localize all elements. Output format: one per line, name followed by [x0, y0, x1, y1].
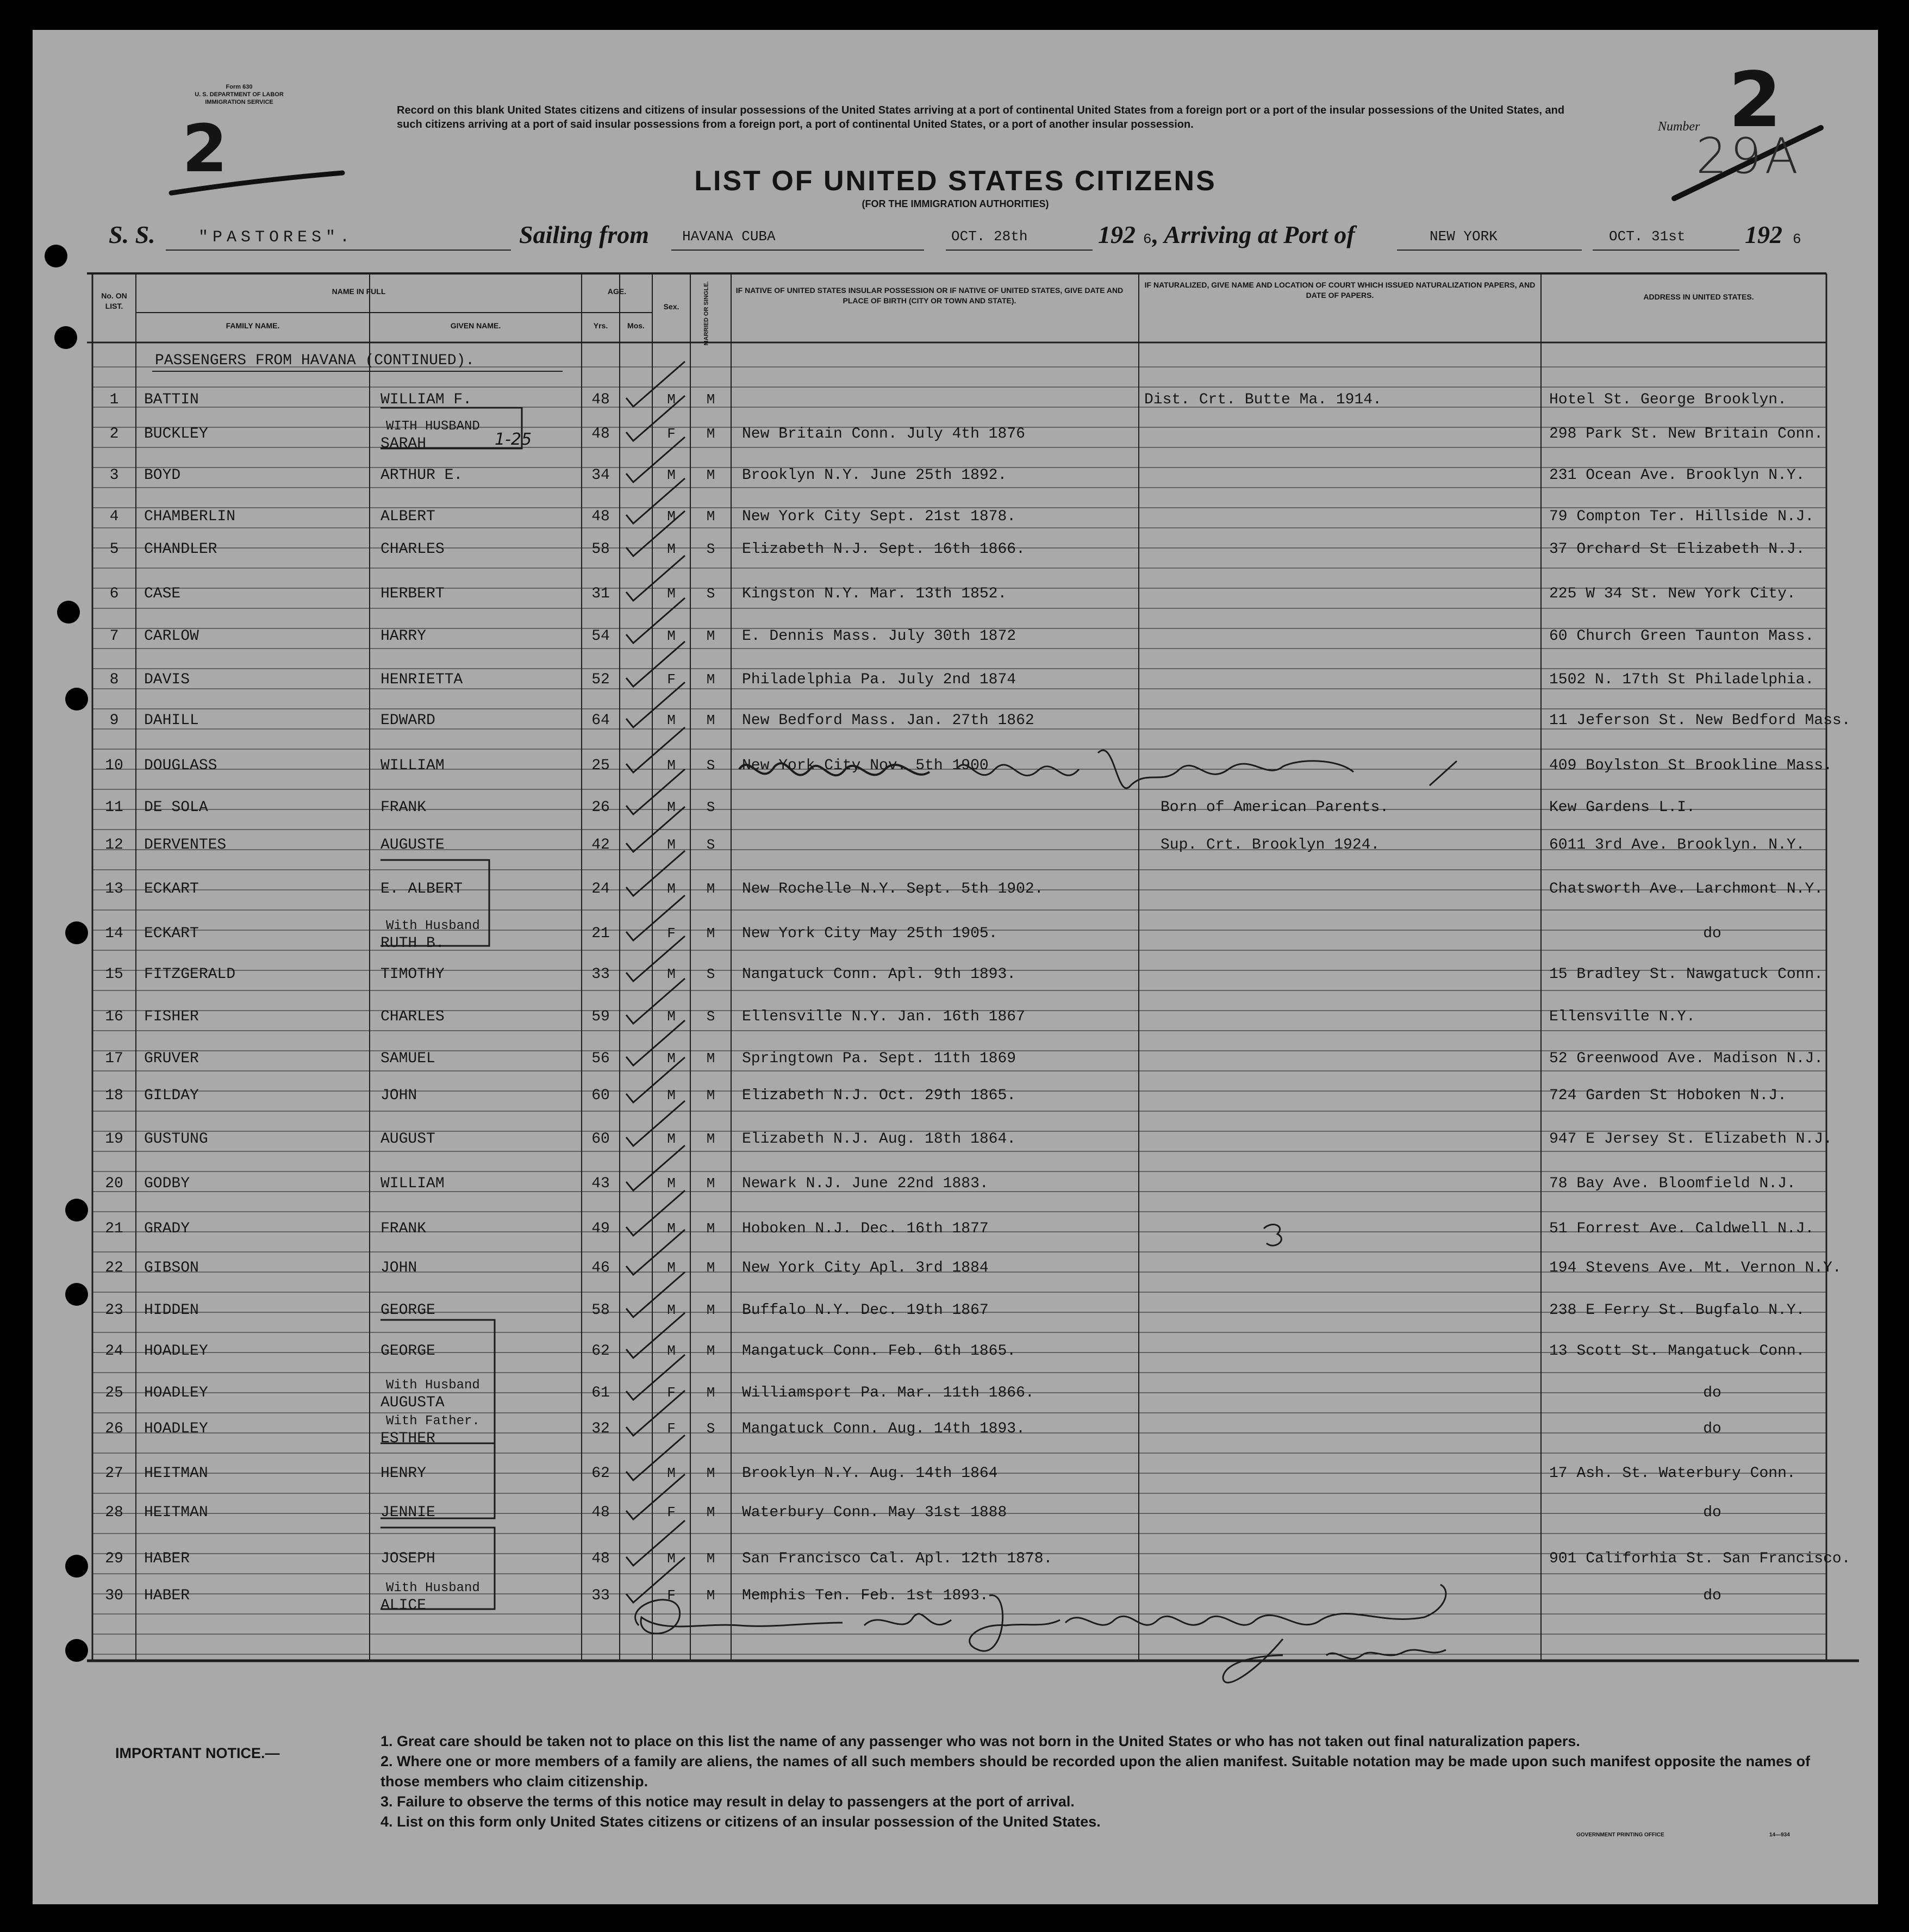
- row-marital-cell: M: [706, 881, 715, 897]
- row-no-cell: 11: [105, 799, 123, 816]
- row-addr-cell: 724 Garden St Hoboken N.J.: [1549, 1087, 1787, 1104]
- row-sex-cell: M: [667, 1260, 676, 1276]
- row-sex-cell: F: [667, 671, 676, 688]
- row-age-cell: 48: [591, 1504, 610, 1521]
- row-family-cell: DAVIS: [144, 671, 190, 688]
- row-age-cell: 42: [591, 837, 610, 853]
- row-family-cell: HEITMAN: [144, 1465, 208, 1482]
- row-age-cell: 48: [591, 391, 610, 408]
- row-sex-cell: M: [667, 881, 676, 897]
- row-given-cell: GEORGE: [380, 1302, 435, 1319]
- notice-item: 2. Where one or more members of a family are aliens, the names of all such members should be recorded upon the alien manifest. Suitable notation may be made upon such manifest opposite the names of those members who claim citizenship.: [380, 1753, 1811, 1790]
- row-age-cell: 59: [591, 1008, 610, 1025]
- sailing-date: OCT. 28th: [951, 228, 1028, 245]
- row-family-cell: DAHILL: [144, 712, 199, 729]
- row-addr-cell: 37 Orchard St Elizabeth N.J.: [1549, 541, 1805, 558]
- row-given-cell: AUGUST: [380, 1131, 435, 1148]
- row-given-cell: AUGUSTE: [380, 837, 445, 853]
- row-sex-cell: M: [667, 1465, 676, 1481]
- row-addr-cell: do: [1703, 1385, 1721, 1401]
- row-marital-cell: M: [706, 628, 715, 644]
- row-no-cell: 30: [105, 1587, 123, 1604]
- number-value: 2: [1729, 56, 1782, 145]
- row-addr-cell: 238 E Ferry St. Bugfalo N.Y.: [1549, 1302, 1805, 1319]
- row-addr-cell: do: [1703, 1504, 1721, 1521]
- row-age-cell: 24: [591, 881, 610, 898]
- row-age-cell: 46: [591, 1260, 610, 1276]
- row-addr-cell: 51 Forrest Ave. Caldwell N.J.: [1549, 1220, 1814, 1237]
- col-header-sex: Sex.: [663, 302, 679, 311]
- row-age-cell: 56: [591, 1050, 610, 1067]
- row-sex-cell: M: [667, 1087, 676, 1104]
- col-header-given: GIVEN NAME.: [450, 321, 501, 330]
- row-no-cell: 28: [105, 1504, 123, 1521]
- row-given-cell: JOHN: [380, 1087, 417, 1104]
- row-addr-cell: 52 Greenwood Ave. Madison N.J.: [1549, 1050, 1824, 1067]
- row-no-cell: 8: [109, 671, 119, 688]
- row-given-cell: GEORGE: [380, 1343, 435, 1360]
- row-no-cell: 9: [109, 712, 119, 729]
- row-given-cell: HENRY: [380, 1465, 427, 1482]
- row-no-cell: 10: [105, 757, 123, 774]
- col-header-age: AGE.: [607, 287, 627, 296]
- row-family-cell: BATTIN: [144, 391, 199, 408]
- form-preamble: Record on this blank United States citizens and citizens of insular possessions of the United States arriving at a port of continental United States from a foreign port or a port of the insular possessions of the United States, and such citizens arriving at a port of said insular possessions from a foreign port, a port of continental United States, or a port of another insular possession.: [397, 104, 1565, 130]
- row-family-cell: CASE: [144, 585, 181, 602]
- row-sex-cell: F: [667, 1420, 676, 1437]
- row-addr-cell: do: [1703, 1587, 1721, 1604]
- row-marital-cell: S: [706, 837, 715, 853]
- row-birth-cell: Newark N.J. June 22nd 1883.: [742, 1175, 989, 1192]
- row-marital-cell: M: [706, 1587, 715, 1604]
- row-addr-cell: 6011 3rd Ave. Brooklyn. N.Y.: [1549, 837, 1805, 853]
- row-birth-cell: Memphis Ten. Feb. 1st 1893.: [742, 1587, 989, 1604]
- notice-heading: IMPORTANT NOTICE.—: [115, 1745, 280, 1761]
- row-marital-cell: S: [706, 1420, 715, 1437]
- col-header-address: ADDRESS IN UNITED STATES.: [1643, 292, 1754, 301]
- row-birth-cell: Williamsport Pa. Mar. 11th 1866.: [742, 1385, 1034, 1401]
- row-no-cell: 20: [105, 1175, 123, 1192]
- row-sex-cell: M: [667, 1220, 676, 1237]
- row-age-cell: 58: [591, 541, 610, 558]
- row-age-cell: 52: [591, 671, 610, 688]
- row-no-cell: 18: [105, 1087, 123, 1104]
- row-age-cell: 58: [591, 1302, 610, 1319]
- row-birth-cell: Brooklyn N.Y. June 25th 1892.: [742, 467, 1007, 484]
- row-marital-cell: M: [706, 671, 715, 688]
- row-no-cell: 21: [105, 1220, 123, 1237]
- row-age-cell: 62: [591, 1343, 610, 1360]
- row-birth-cell: Kingston N.Y. Mar. 13th 1852.: [742, 585, 1007, 602]
- row-given-cell: TIMOTHY: [380, 966, 445, 983]
- row-note: With Husband: [386, 919, 480, 933]
- col-header-family: FAMILY NAME.: [226, 321, 280, 330]
- row-no-cell: 16: [105, 1008, 123, 1025]
- row-sex-cell: M: [667, 467, 676, 483]
- row-birth-cell: Nangatuck Conn. Apl. 9th 1893.: [742, 966, 1016, 983]
- page-title: LIST OF UNITED STATES CITIZENS: [694, 165, 1216, 197]
- row-addr-cell: do: [1703, 1420, 1721, 1437]
- row-no-cell: 29: [105, 1550, 123, 1567]
- row-marital-cell: M: [706, 925, 715, 942]
- row-addr-cell: 15 Bradley St. Nawgatuck Conn.: [1549, 966, 1824, 983]
- row-marital-cell: M: [706, 1050, 715, 1067]
- row-marital-cell: M: [706, 426, 715, 442]
- row-note: With Husband: [386, 1378, 480, 1393]
- manifest-sheet: [33, 30, 1878, 1904]
- row-family-cell: FITZGERALD: [144, 966, 236, 983]
- row-family-cell: GIBSON: [144, 1260, 199, 1276]
- row-marital-cell: S: [706, 541, 715, 557]
- arrival-port: NEW YORK: [1430, 228, 1498, 245]
- row-age-cell: 33: [591, 966, 610, 983]
- sail-year: 6: [1143, 231, 1152, 247]
- sailing-label: Sailing from: [519, 221, 650, 248]
- row-sex-cell: M: [667, 712, 676, 728]
- row-marital-cell: M: [706, 467, 715, 483]
- row-marital-cell: M: [706, 391, 715, 408]
- section-header: PASSENGERS FROM HAVANA (CONTINUED).: [155, 352, 475, 369]
- row-family-cell: DE SOLA: [144, 799, 208, 816]
- row-addr-cell: 1502 N. 17th St Philadelphia.: [1549, 671, 1814, 688]
- row-addr-cell: 60 Church Green Taunton Mass.: [1549, 628, 1814, 645]
- col-header-yrs: Yrs.: [593, 321, 608, 330]
- row-marital-cell: S: [706, 799, 715, 815]
- row-family-cell: DOUGLASS: [144, 757, 217, 774]
- row-sex-cell: F: [667, 1587, 676, 1604]
- row-addr-cell: Ellensville N.Y.: [1549, 1008, 1695, 1025]
- row-addr-cell: 194 Stevens Ave. Mt. Vernon N.Y.: [1549, 1260, 1842, 1276]
- row-given-cell: ARTHUR E.: [380, 467, 463, 484]
- row-sex-cell: M: [667, 966, 676, 982]
- row-birth-cell: Waterbury Conn. May 31st 1888: [742, 1504, 1007, 1521]
- row-family-cell: HIDDEN: [144, 1302, 199, 1319]
- row-no-cell: 15: [105, 966, 123, 983]
- row-no-cell: 26: [105, 1420, 123, 1437]
- form-identification: Form 630 U. S. DEPARTMENT OF LABOR IMMIGRATION SERVICE: [195, 84, 284, 105]
- row-sex-cell: M: [667, 1302, 676, 1318]
- row-family-cell: BOYD: [144, 467, 181, 484]
- sail-year-prefix: 192: [1098, 221, 1136, 248]
- row-sex-cell: M: [667, 1550, 676, 1567]
- row-given-cell: HENRIETTA: [380, 671, 463, 688]
- row-sex-cell: F: [667, 1504, 676, 1520]
- row-sex-cell: M: [667, 541, 676, 557]
- row-sex-cell: M: [667, 757, 676, 774]
- row-family-cell: HEITMAN: [144, 1504, 208, 1521]
- row-given-cell: HERBERT: [380, 585, 445, 602]
- row-given-cell: ALICE: [380, 1597, 427, 1614]
- row-family-cell: HABER: [144, 1550, 190, 1567]
- row-family-cell: HOADLEY: [144, 1343, 208, 1360]
- sailing-from: HAVANA CUBA: [682, 228, 776, 245]
- row-given-cell: WILLIAM: [380, 757, 445, 774]
- row-addr-cell: Hotel St. George Brooklyn.: [1549, 391, 1787, 408]
- row-no-cell: 6: [109, 585, 119, 602]
- row-age-cell: 49: [591, 1220, 610, 1237]
- row-no-cell: 25: [105, 1385, 123, 1401]
- row-addr-cell: 231 Ocean Ave. Brooklyn N.Y.: [1549, 467, 1805, 484]
- col-header-married: MARRIED OR SINGLE.: [703, 281, 710, 346]
- row-sex-cell: M: [667, 391, 676, 408]
- row-note: With Husband: [386, 1581, 480, 1596]
- row-birth-cell: New York City Sept. 21st 1878.: [742, 508, 1016, 525]
- row-no-cell: 2: [109, 426, 119, 443]
- row-given-cell: WILLIAM: [380, 1175, 445, 1192]
- row-note: WITH HUSBAND: [386, 419, 480, 434]
- row-given-cell: SARAH: [380, 435, 427, 452]
- row-addr-cell: Kew Gardens L.I.: [1549, 799, 1695, 816]
- row-no-cell: 1: [109, 391, 119, 408]
- row-family-cell: BUCKLEY: [144, 426, 208, 443]
- row-age-cell: 64: [591, 712, 610, 729]
- row-birth-cell: New Britain Conn. July 4th 1876: [742, 426, 1025, 443]
- row-marital-cell: M: [706, 1343, 715, 1359]
- row-no-cell: 19: [105, 1131, 123, 1148]
- row-marital-cell: S: [706, 757, 715, 774]
- row-marital-cell: M: [706, 712, 715, 728]
- arrival-date: OCT. 31st: [1609, 228, 1686, 245]
- row-marital-cell: M: [706, 1550, 715, 1567]
- row-given-cell: ALBERT: [380, 508, 435, 525]
- row-age-cell: 48: [591, 1550, 610, 1567]
- arrival-year-prefix: 192: [1745, 221, 1782, 248]
- col-header-name-in-full: NAME IN FULL: [332, 287, 386, 296]
- row-family-cell: GUSTUNG: [144, 1131, 208, 1148]
- row-birth-cell: Buffalo N.Y. Dec. 19th 1867: [742, 1302, 989, 1319]
- col-header-birth: IF NATIVE OF UNITED STATES INSULAR POSSESSION OR IF NATIVE OF UNITED STATES, GIVE DATE AND PLACE OF BIRTH (CITY OR TOWN AND STATE).: [735, 286, 1124, 305]
- row-given-cell: FRANK: [380, 1220, 427, 1237]
- row-addr-cell: do: [1703, 925, 1721, 942]
- row-birth-cell: Mangatuck Conn. Aug. 14th 1893.: [742, 1420, 1025, 1437]
- row-marital-cell: M: [706, 1504, 715, 1520]
- row-sex-cell: M: [667, 508, 676, 525]
- row-family-cell: CHAMBERLIN: [144, 508, 236, 525]
- row-family-cell: GODBY: [144, 1175, 190, 1192]
- row-no-cell: 17: [105, 1050, 123, 1067]
- row-sex-cell: M: [667, 628, 676, 644]
- row-family-cell: GRADY: [144, 1220, 190, 1237]
- notice-item: 3. Failure to observe the terms of this notice may result in delay to passengers at the port of arrival.: [380, 1793, 1075, 1810]
- row-birth-cell: Hoboken N.J. Dec. 16th 1877: [742, 1220, 989, 1237]
- row-birth-cell: New York City Nov. 5th 1900: [742, 757, 989, 774]
- row-addr-cell: 947 E Jersey St. Elizabeth N.J.: [1549, 1131, 1832, 1148]
- row-birth-cell: New Bedford Mass. Jan. 27th 1862: [742, 712, 1034, 729]
- row-marital-cell: S: [706, 966, 715, 982]
- row-age-cell: 60: [591, 1087, 610, 1104]
- row-marital-cell: S: [706, 585, 715, 602]
- row-sex-cell: F: [667, 1385, 676, 1401]
- row-family-cell: CHANDLER: [144, 541, 217, 558]
- row-birth-cell: Ellensville N.Y. Jan. 16th 1867: [742, 1008, 1025, 1025]
- row-family-cell: GRUVER: [144, 1050, 199, 1067]
- stamp-number: 29A: [1696, 128, 1802, 185]
- row-marital-cell: M: [706, 1465, 715, 1481]
- row-sex-cell: F: [667, 925, 676, 942]
- row-given-cell: ESTHER: [380, 1430, 435, 1447]
- row-marital-cell: M: [706, 1260, 715, 1276]
- arriving-label: , Arriving at Port of: [1152, 221, 1355, 248]
- handwritten-note: 1-25: [495, 430, 532, 449]
- row-birth-cell: Philadelphia Pa. July 2nd 1874: [742, 671, 1016, 688]
- row-birth-cell: New York City Apl. 3rd 1884: [742, 1260, 989, 1276]
- row-given-cell: RUTH B.: [380, 935, 445, 952]
- row-birth-cell: Elizabeth N.J. Oct. 29th 1865.: [742, 1087, 1016, 1104]
- row-family-cell: HABER: [144, 1587, 190, 1604]
- row-family-cell: FISHER: [144, 1008, 199, 1025]
- row-sex-cell: M: [667, 1131, 676, 1147]
- row-no-cell: 13: [105, 881, 123, 898]
- handwritten-annotations: [33, 30, 1878, 1715]
- arrival-year: 6: [1793, 231, 1801, 247]
- row-birth-cell: New York City May 25th 1905.: [742, 925, 998, 942]
- page-subtitle: (FOR THE IMMIGRATION AUTHORITIES): [862, 198, 1049, 209]
- row-nat-cell: Sup. Crt. Brooklyn 1924.: [1161, 837, 1380, 853]
- row-given-cell: EDWARD: [380, 712, 435, 729]
- row-age-cell: 33: [591, 1587, 610, 1604]
- row-nat-cell: Dist. Crt. Butte Ma. 1914.: [1144, 391, 1382, 408]
- row-given-cell: CHARLES: [380, 541, 445, 558]
- row-addr-cell: 17 Ash. St. Waterbury Conn.: [1549, 1465, 1796, 1482]
- ship-name: "PASTORES".: [198, 228, 354, 247]
- row-marital-cell: M: [706, 1220, 715, 1237]
- col-header-mos: Mos.: [627, 321, 645, 330]
- notice-list: [380, 1731, 1848, 1832]
- row-no-cell: 5: [109, 541, 119, 558]
- row-marital-cell: M: [706, 1385, 715, 1401]
- row-age-cell: 62: [591, 1465, 610, 1482]
- row-age-cell: 60: [591, 1131, 610, 1148]
- row-birth-cell: New Rochelle N.Y. Sept. 5th 1902.: [742, 881, 1044, 898]
- number-label: Number: [1658, 120, 1700, 134]
- row-age-cell: 31: [591, 585, 610, 602]
- row-marital-cell: M: [706, 1175, 715, 1192]
- row-age-cell: 21: [591, 925, 610, 942]
- row-age-cell: 48: [591, 426, 610, 443]
- row-no-cell: 3: [109, 467, 119, 484]
- row-age-cell: 25: [591, 757, 610, 774]
- row-birth-cell: Elizabeth N.J. Aug. 18th 1864.: [742, 1131, 1016, 1148]
- row-addr-cell: 13 Scott St. Mangatuck Conn.: [1549, 1343, 1805, 1360]
- row-birth-cell: E. Dennis Mass. July 30th 1872: [742, 628, 1016, 645]
- row-no-cell: 7: [109, 628, 119, 645]
- row-sex-cell: M: [667, 585, 676, 602]
- row-family-cell: HOADLEY: [144, 1420, 208, 1437]
- row-birth-cell: Mangatuck Conn. Feb. 6th 1865.: [742, 1343, 1016, 1360]
- row-marital-cell: S: [706, 1008, 715, 1025]
- row-no-cell: 23: [105, 1302, 123, 1319]
- row-sex-cell: M: [667, 1008, 676, 1025]
- row-age-cell: 54: [591, 628, 610, 645]
- row-family-cell: CARLOW: [144, 628, 199, 645]
- row-given-cell: SAMUEL: [380, 1050, 435, 1067]
- col-header-no: No. ON LIST.: [101, 291, 127, 310]
- sheet-mark: 2: [182, 111, 228, 187]
- row-age-cell: 32: [591, 1420, 610, 1437]
- row-marital-cell: M: [706, 1131, 715, 1147]
- row-addr-cell: 79 Compton Ter. Hillside N.J.: [1549, 508, 1814, 525]
- row-age-cell: 61: [591, 1385, 610, 1401]
- row-addr-cell: 225 W 34 St. New York City.: [1549, 585, 1796, 602]
- row-age-cell: 26: [591, 799, 610, 816]
- row-given-cell: WILLIAM F.: [380, 391, 472, 408]
- row-age-cell: 43: [591, 1175, 610, 1192]
- row-family-cell: HOADLEY: [144, 1385, 208, 1401]
- printer-imprint: GOVERNMENT PRINTING OFFICE: [1576, 1832, 1664, 1838]
- row-birth-cell: Springtown Pa. Sept. 11th 1869: [742, 1050, 1016, 1067]
- row-family-cell: GILDAY: [144, 1087, 199, 1104]
- row-age-cell: 48: [591, 508, 610, 525]
- row-birth-cell: Elizabeth N.J. Sept. 16th 1866.: [742, 541, 1025, 558]
- row-birth-cell: Brooklyn N.Y. Aug. 14th 1864: [742, 1465, 998, 1482]
- row-given-cell: E. ALBERT: [380, 881, 463, 898]
- row-marital-cell: M: [706, 508, 715, 525]
- row-given-cell: AUGUSTA: [380, 1394, 445, 1411]
- row-given-cell: FRANK: [380, 799, 427, 816]
- row-sex-cell: M: [667, 837, 676, 853]
- row-sex-cell: M: [667, 1050, 676, 1067]
- row-family-cell: ECKART: [144, 925, 199, 942]
- row-given-cell: JENNIE: [380, 1504, 435, 1521]
- ss-label: S. S.: [109, 221, 155, 248]
- form-code: 14—934: [1769, 1832, 1790, 1838]
- row-given-cell: CHARLES: [380, 1008, 445, 1025]
- notice-item: 1. Great care should be taken not to place on this list the name of any passenger who was not born in the United States or who has not taken out final naturalization papers.: [380, 1733, 1580, 1749]
- row-no-cell: 27: [105, 1465, 123, 1482]
- row-no-cell: 14: [105, 925, 123, 942]
- row-addr-cell: 298 Park St. New Britain Conn.: [1549, 426, 1824, 443]
- row-no-cell: 4: [109, 508, 119, 525]
- row-addr-cell: 78 Bay Ave. Bloomfield N.J.: [1549, 1175, 1796, 1192]
- row-given-cell: JOHN: [380, 1260, 417, 1276]
- row-addr-cell: 901 Califorhia St. San Francisco.: [1549, 1550, 1851, 1567]
- row-note: With Father.: [386, 1414, 480, 1429]
- row-birth-cell: San Francisco Cal. Apl. 12th 1878.: [742, 1550, 1053, 1567]
- row-sex-cell: M: [667, 1343, 676, 1359]
- row-addr-cell: Chatsworth Ave. Larchmont N.Y.: [1549, 881, 1824, 898]
- row-sex-cell: M: [667, 1175, 676, 1192]
- row-given-cell: JOSEPH: [380, 1550, 435, 1567]
- row-no-cell: 12: [105, 837, 123, 853]
- col-header-naturalized: IF NATURALIZED, GIVE NAME AND LOCATION OF COURT WHICH ISSUED NATURALIZATION PAPERS, AND DATE OF PAPERS.: [1144, 281, 1536, 300]
- row-sex-cell: F: [667, 426, 676, 442]
- row-addr-cell: 11 Jeferson St. New Bedford Mass.: [1549, 712, 1851, 729]
- row-marital-cell: M: [706, 1087, 715, 1104]
- row-marital-cell: M: [706, 1302, 715, 1318]
- row-no-cell: 24: [105, 1343, 123, 1360]
- row-sex-cell: M: [667, 799, 676, 815]
- row-no-cell: 22: [105, 1260, 123, 1276]
- row-addr-cell: 409 Boylston St Brookline Mass.: [1549, 757, 1832, 774]
- row-nat-cell: Born of American Parents.: [1161, 799, 1389, 816]
- row-family-cell: ECKART: [144, 881, 199, 898]
- notice-item: 4. List on this form only United States citizens or citizens of an insular possession of the United States.: [380, 1813, 1101, 1830]
- row-family-cell: DERVENTES: [144, 837, 227, 853]
- row-given-cell: HARRY: [380, 628, 427, 645]
- row-age-cell: 34: [591, 467, 610, 484]
